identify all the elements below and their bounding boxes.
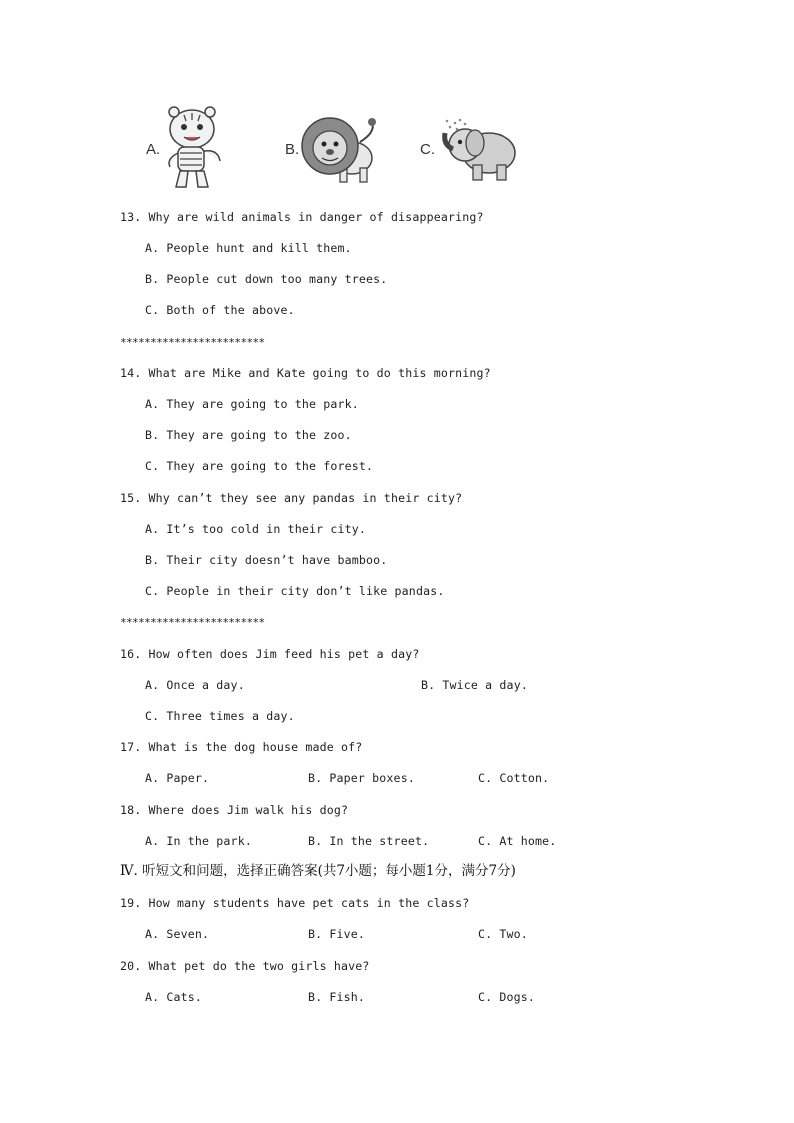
q13-option-c: C. Both of the above. bbox=[145, 303, 295, 317]
elephant-icon bbox=[435, 115, 519, 183]
q17-option-b: B. Paper boxes. bbox=[308, 771, 415, 785]
question-14: 14. What are Mike and Kate going to do this morning? bbox=[120, 366, 491, 380]
q17-option-c: C. Cotton. bbox=[478, 771, 550, 785]
lion-icon bbox=[300, 112, 380, 184]
picture-label-a: A. bbox=[146, 141, 161, 158]
q17-option-a: A. Paper. bbox=[145, 771, 210, 785]
q13-option-b: B. People cut down too many trees. bbox=[145, 272, 388, 286]
question-18: 18. Where does Jim walk his dog? bbox=[120, 803, 349, 817]
q16-option-b: B. Twice a day. bbox=[421, 678, 528, 692]
q13-option-a: A. People hunt and kill them. bbox=[145, 241, 352, 255]
picture-label-c: C. bbox=[420, 141, 435, 158]
q20-option-b: B. Fish. bbox=[308, 990, 366, 1004]
q16-option-c: C. Three times a day. bbox=[145, 709, 295, 723]
q20-option-a: A. Cats. bbox=[145, 990, 203, 1004]
question-20: 20. What pet do the two girls have? bbox=[120, 959, 370, 973]
q15-option-b: B. Their city doesn’t have bamboo. bbox=[145, 553, 388, 567]
section-4-heading: Ⅳ. 听短文和问题，选择正确答案(共7小题；每小题1分，满分7分) bbox=[120, 863, 516, 879]
q19-option-c: C. Two. bbox=[478, 927, 528, 941]
question-19: 19. How many students have pet cats in the class? bbox=[120, 896, 470, 910]
separator-2: ************************ bbox=[120, 616, 265, 629]
q15-option-a: A. It’s too cold in their city. bbox=[145, 522, 367, 536]
question-15: 15. Why can’t they see any pandas in their city? bbox=[120, 491, 463, 505]
question-17: 17. What is the dog house made of? bbox=[120, 740, 363, 754]
q15-option-c: C. People in their city don’t like pandas. bbox=[145, 584, 445, 598]
q14-option-b: B. They are going to the zoo. bbox=[145, 428, 352, 442]
question-13: 13. Why are wild animals in danger of disappearing? bbox=[120, 210, 484, 224]
q14-option-c: C. They are going to the forest. bbox=[145, 459, 374, 473]
picture-label-b: B. bbox=[285, 141, 300, 158]
q19-option-a: A. Seven. bbox=[145, 927, 210, 941]
q20-option-c: C. Dogs. bbox=[478, 990, 536, 1004]
question-16: 16. How often does Jim feed his pet a day? bbox=[120, 647, 420, 661]
q18-option-b: B. In the street. bbox=[308, 834, 430, 848]
separator-1: ************************ bbox=[120, 336, 265, 349]
q18-option-c: C. At home. bbox=[478, 834, 557, 848]
q19-option-b: B. Five. bbox=[308, 927, 366, 941]
q14-option-a: A. They are going to the park. bbox=[145, 397, 359, 411]
tiger-icon bbox=[160, 103, 224, 193]
q16-option-a: A. Once a day. bbox=[145, 678, 245, 692]
q18-option-a: A. In the park. bbox=[145, 834, 252, 848]
